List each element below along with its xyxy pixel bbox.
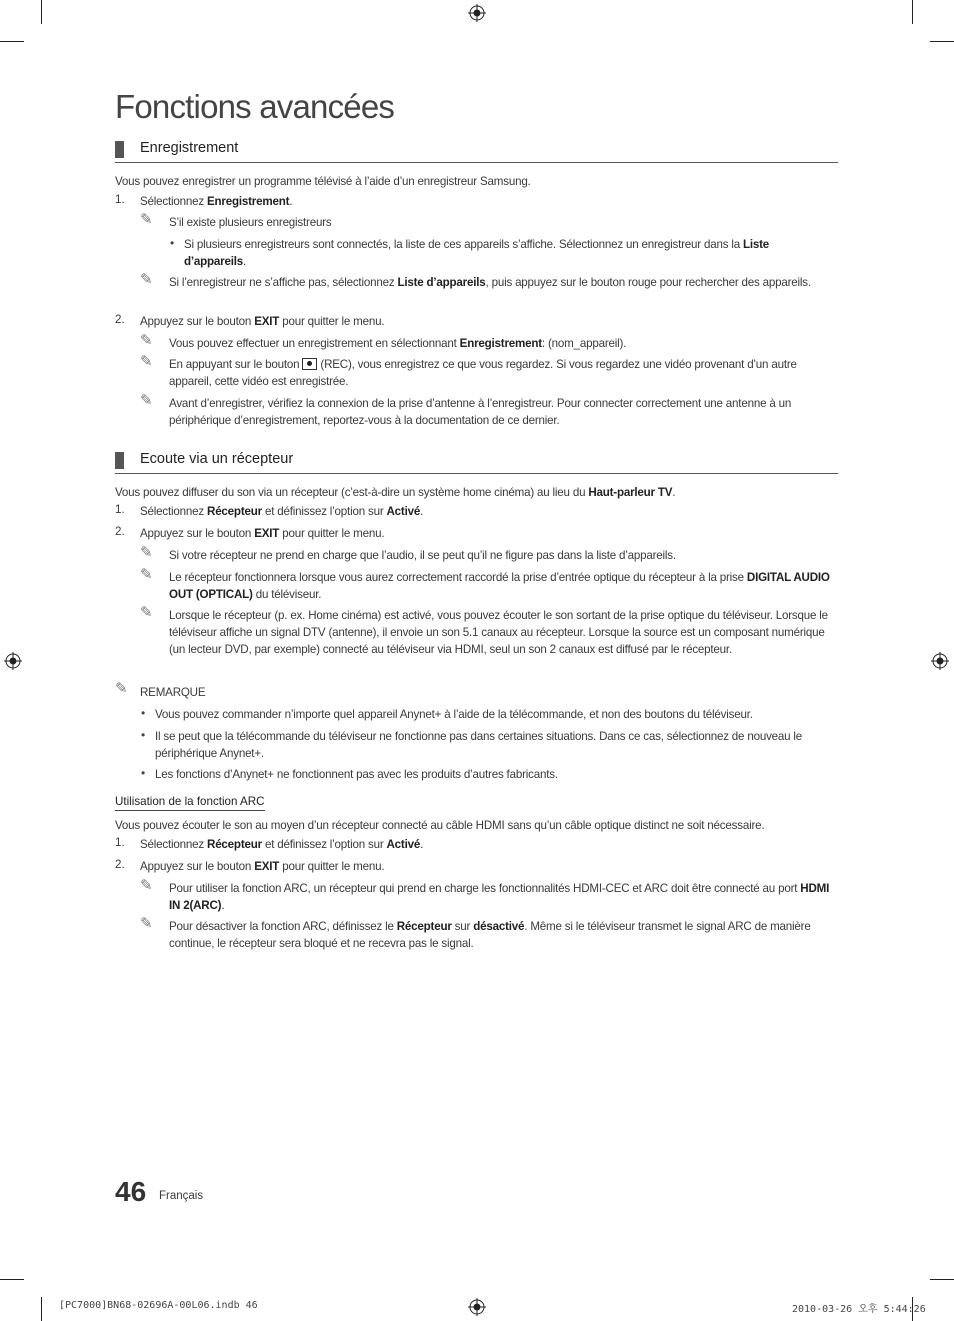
- heading-bar: [115, 141, 124, 158]
- section-heading-recepteur: [115, 449, 838, 474]
- pencil-note-icon: ✎: [140, 392, 153, 409]
- footer-file-name: [PC7000]BN68-02696A-00L06.indb 46: [59, 1300, 258, 1311]
- note-text: Si votre récepteur ne prend en charge que l’audio, il se peut qu’il ne figure pas dans la liste d’appareils.: [169, 549, 676, 562]
- registration-mark-icon: [4, 652, 22, 670]
- crop-mark: [0, 41, 24, 42]
- bullet-icon: •: [141, 766, 146, 780]
- step-number: 1.: [115, 836, 125, 849]
- page-number: 46: [115, 1176, 147, 1207]
- step-text: Sélectionnez Enregistrement.: [140, 195, 293, 208]
- remark-label: REMARQUE: [140, 686, 206, 699]
- pencil-note-icon: ✎: [140, 271, 153, 288]
- step-number: 1.: [115, 503, 125, 516]
- note-text: Si l’enregistreur ne s’affiche pas, sélectionnez Liste d’appareils, puis appuyez sur le bouton rouge pour rechercher des appareils.: [169, 276, 811, 289]
- step-text: Sélectionnez Récepteur et définissez l’option sur Activé.: [140, 838, 424, 851]
- bullet-icon: •: [141, 728, 146, 742]
- registration-mark-icon: [468, 4, 486, 22]
- pencil-note-icon: ✎: [140, 915, 153, 932]
- bullet-text: Si plusieurs enregistreurs sont connectés, la liste de ces appareils s’affiche. Sélectionnez un enregistreur dans la Liste d’appareils.: [184, 238, 770, 268]
- bullet-text: Il se peut que la télécommande du téléviseur ne fonctionne pas dans certaines situations. Dans ce cas, sélectionnez de nouveau le périphérique Anynet+.: [155, 730, 803, 760]
- step-text: Sélectionnez Récepteur et définissez l’option sur Activé.: [140, 505, 424, 518]
- step-number: 2.: [115, 525, 125, 538]
- bullet-text: Les fonctions d’Anynet+ ne fonctionnent pas avec les produits d’autres fabricants.: [155, 768, 558, 781]
- section-heading-text: Enregistrement: [140, 140, 239, 156]
- step-text: Appuyez sur le bouton EXIT pour quitter le menu.: [140, 315, 385, 328]
- pencil-note-icon: ✎: [140, 211, 153, 228]
- record-button-icon: [302, 358, 317, 370]
- registration-mark-icon: [931, 652, 949, 670]
- step-number: 2.: [115, 313, 125, 326]
- note-text: Avant d’enregistrer, vérifiez la connexion de la prise d’antenne à l’enregistreur. Pour connecter correctement une antenne à un périphérique d’enregistrement, reportez-vous à la documentation de ce dernier.: [169, 397, 792, 427]
- heading-bar: [115, 452, 124, 469]
- step-text: Appuyez sur le bouton EXIT pour quitter le menu.: [140, 860, 385, 873]
- bullet-text: Vous pouvez commander n’importe quel appareil Anynet+ à l’aide de la télécommande, et non des boutons du téléviseur.: [155, 708, 753, 721]
- subsection-heading-arc: Utilisation de la fonction ARC: [115, 795, 265, 811]
- step-number: 1.: [115, 193, 125, 206]
- crop-mark: [930, 1279, 954, 1280]
- language-label: Français: [159, 1190, 204, 1202]
- note-text: Pour désactiver la fonction ARC, définissez le Récepteur sur désactivé. Même si le téléviseur transmet le signal ARC de manière continue, le récepteur sera bloqué et ne recevra pas le signal.: [169, 920, 811, 950]
- registration-mark-icon: [468, 1298, 486, 1316]
- crop-mark: [930, 41, 954, 42]
- page-title: Fonctions avancées: [115, 88, 395, 125]
- note-text: Pour utiliser la fonction ARC, un récepteur qui prend en charge les fonctionnalités HDMI-CEC et ARC doit être connecté au port HDMI IN 2(ARC).: [169, 882, 830, 912]
- paragraph: Vous pouvez écouter le son au moyen d’un récepteur connecté au câble HDMI sans qu’un câble optique distinct ne soit nécessaire.: [115, 819, 765, 832]
- crop-mark: [41, 1297, 42, 1321]
- pencil-note-icon: ✎: [115, 680, 128, 697]
- note-text: Le récepteur fonctionnera lorsque vous aurez correctement raccordé la prise d’entrée optique du récepteur à la prise DIGITAL AUDIO OUT (OPTICAL) du téléviseur.: [169, 571, 830, 601]
- note-text: En appuyant sur le bouton (REC), vous enregistrez ce que vous regardez. Si vous regardez une vidéo provenant d’un autre appareil, cette vidéo est enregistrée.: [169, 358, 797, 388]
- bullet-icon: •: [170, 236, 175, 250]
- pencil-note-icon: ✎: [140, 353, 153, 370]
- step-number: 2.: [115, 858, 125, 871]
- note-text: Lorsque le récepteur (p. ex. Home cinéma) est activé, vous pouvez écouter le son sortant de la prise optique du téléviseur. Lorsque le téléviseur affiche un signal DTV (antenne), il envoie un son 5.1 canaux au récepteur. Lorsque la source est un composant numérique (un lecteur DVD, par exemple) connecté au téléviseur via HDMI, seul un son 2 canaux est diffusé par le récepteur.: [169, 609, 828, 656]
- crop-mark: [41, 0, 42, 24]
- pencil-note-icon: ✎: [140, 544, 153, 561]
- pencil-note-icon: ✎: [140, 332, 153, 349]
- paragraph: Vous pouvez enregistrer un programme télévisé à l’aide d’un enregistreur Samsung.: [115, 175, 531, 188]
- pencil-note-icon: ✎: [140, 877, 153, 894]
- crop-mark: [912, 0, 913, 24]
- section-heading-text: Ecoute via un récepteur: [140, 451, 294, 467]
- step-text: Appuyez sur le bouton EXIT pour quitter le menu.: [140, 527, 385, 540]
- note-text: Vous pouvez effectuer un enregistrement en sélectionnant Enregistrement: (nom_appareil).: [169, 337, 627, 350]
- section-heading-enregistrement: [115, 138, 838, 163]
- crop-mark: [0, 1279, 24, 1280]
- pencil-note-icon: ✎: [140, 604, 153, 621]
- paragraph: Vous pouvez diffuser du son via un récepteur (c’est-à-dire un système home cinéma) au lieu du Haut-parleur TV.: [115, 486, 676, 499]
- note-text: S’il existe plusieurs enregistreurs: [169, 216, 332, 229]
- footer-timestamp: 2010-03-26 오후 5:44:26: [792, 1304, 926, 1315]
- pencil-note-icon: ✎: [140, 566, 153, 583]
- bullet-icon: •: [141, 706, 146, 720]
